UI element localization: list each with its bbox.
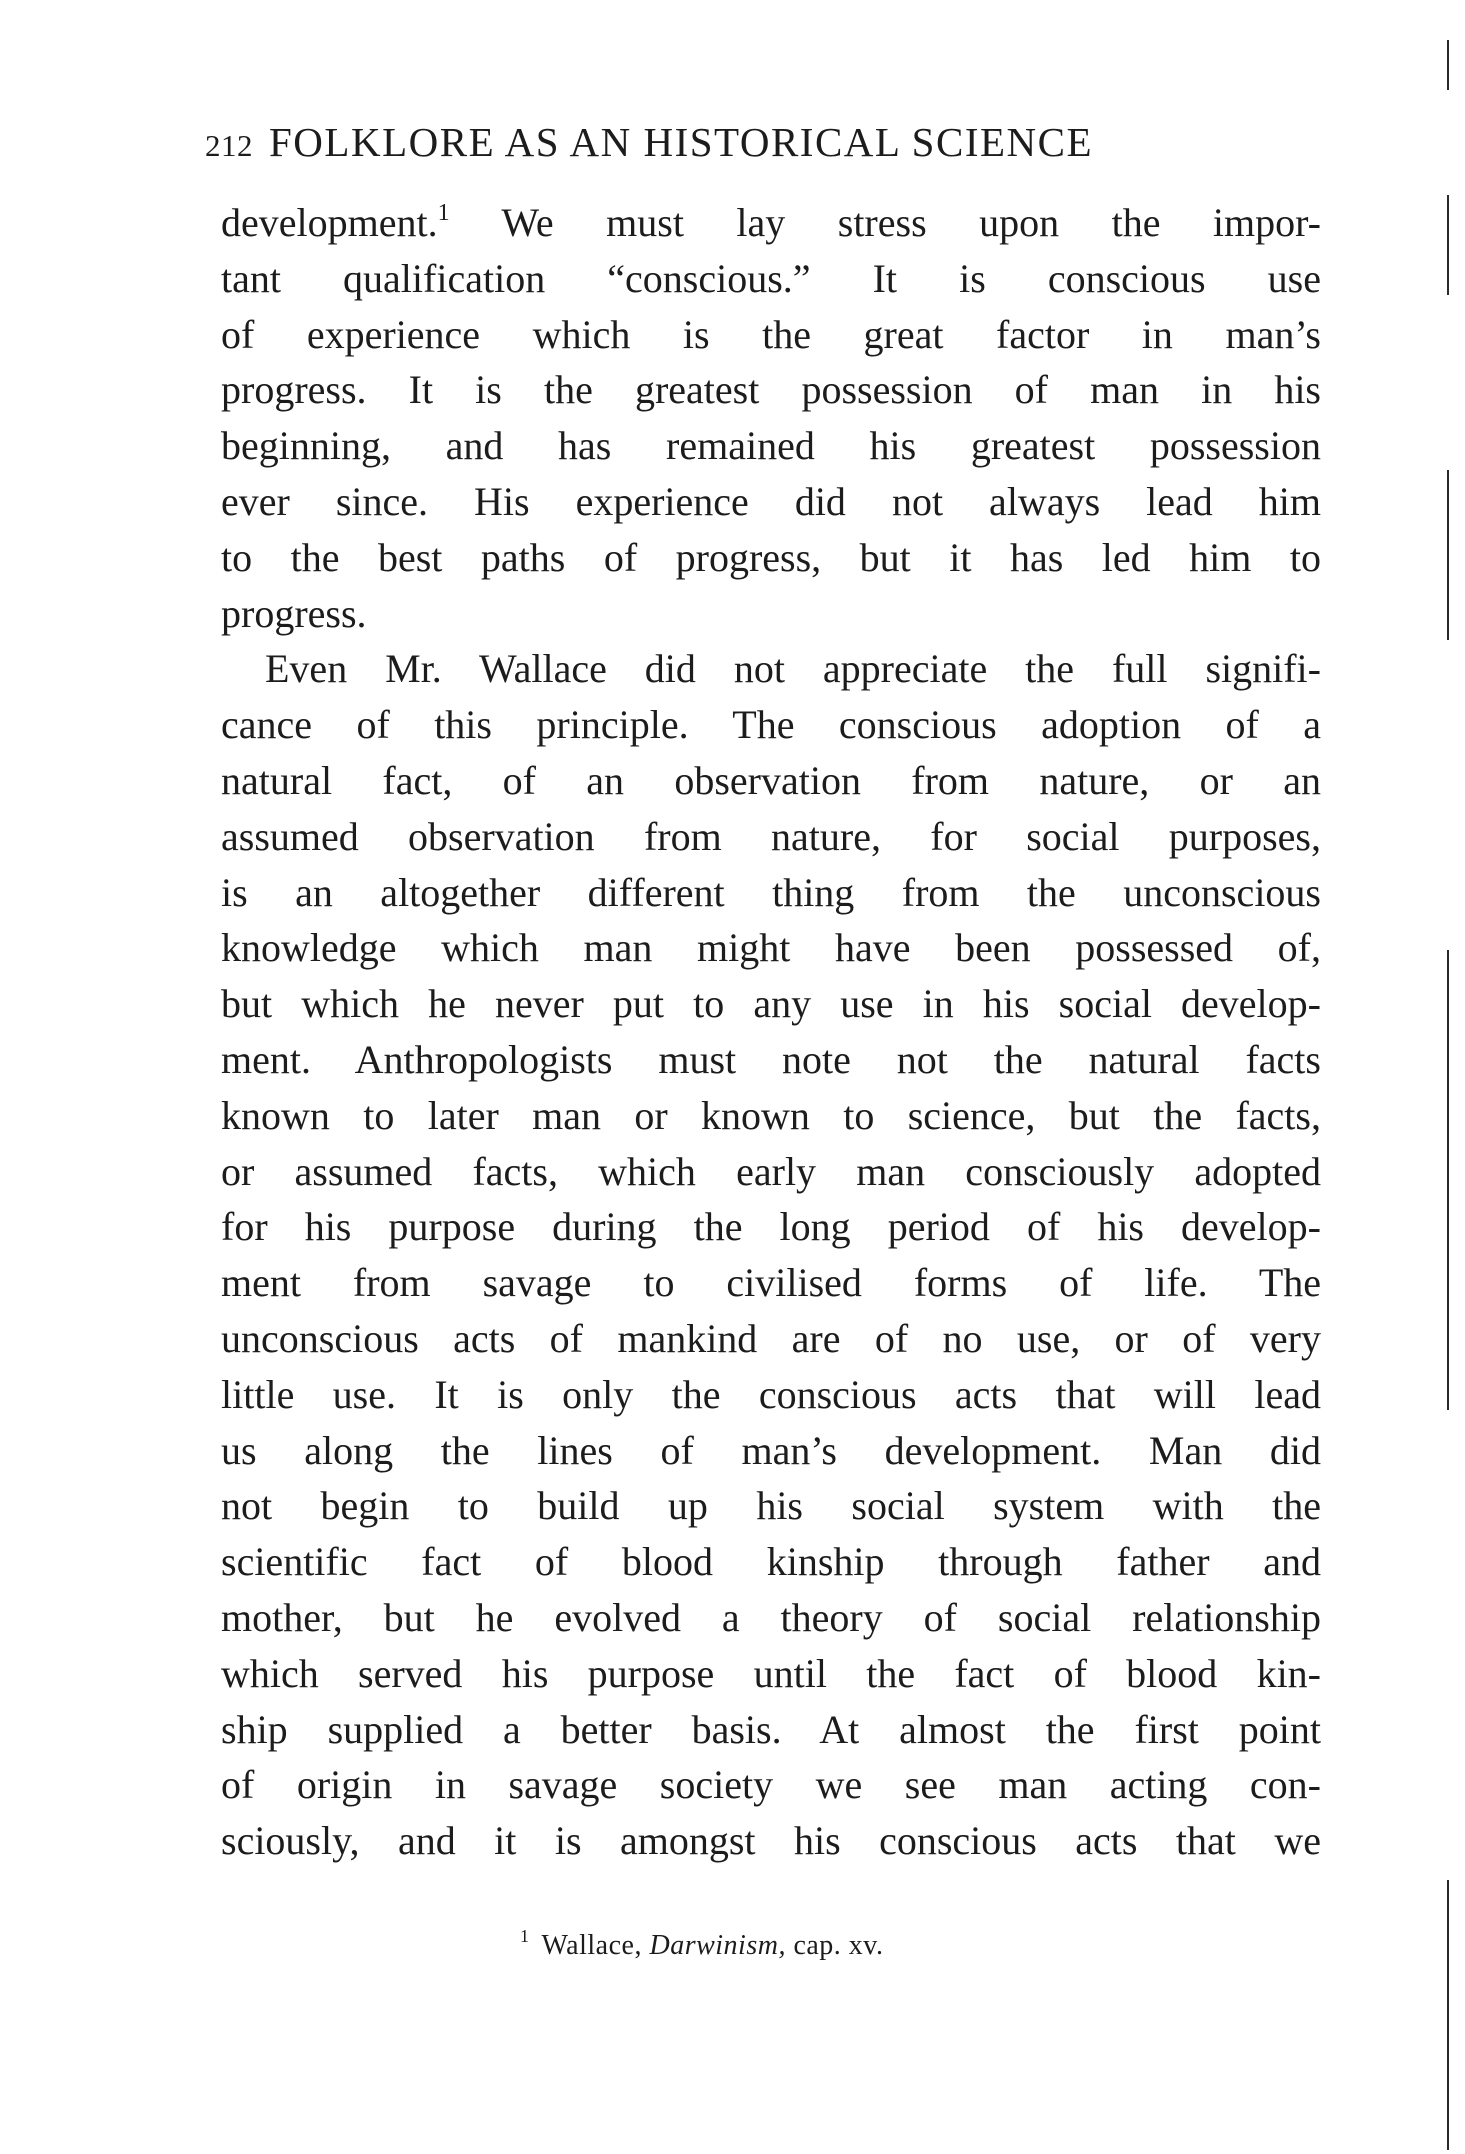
text-line: ship supplied a better basis. At almost the first point [221,1706,1321,1752]
text-line: is an altogether different thing from the unconscious [221,869,1321,915]
text-line: progress. [221,590,367,636]
text-line: progress. It is the greatest possession of man in his [221,367,1321,413]
scan-edge-line [1447,195,1449,295]
text-line: beginning, and has remained his greatest possession [221,423,1321,469]
text-line: which served his purpose until the fact of blood kin- [221,1650,1321,1696]
text-line: or assumed facts, which early man consciously adopted [221,1148,1321,1194]
text-line [221,195,1321,251]
text-line: of origin in savage society we see man acting con- [221,1762,1321,1808]
footnote [520,1926,1120,1962]
running-title: FOLKLORE AS AN HISTORICAL SCIENCE [269,119,1094,165]
text-line: ever since. His experience did not always lead him [221,478,1321,524]
text-line: mother, but he evolved a theory of social relationship [221,1594,1321,1640]
scan-edge-line [1447,470,1449,640]
text-line: cance of this principle. The conscious adoption of a [221,702,1321,748]
text-line: us along the lines of man’s development. Man did [221,1427,1321,1473]
footnote-locator: cap. xv. [793,1930,884,1961]
footnote-reference: 1 [437,200,450,226]
text-line: sciously, and it is amongst his conscious acts that we [221,1818,1321,1864]
text-line: but which he never put to any use in his social develop- [221,981,1321,1027]
text-line: of experience which is the great factor in man’s [221,311,1321,357]
text-line: little use. It is only the conscious acts that will lead [221,1371,1321,1417]
text-line: tant qualification “conscious.” It is conscious use [221,255,1321,301]
text-line: ment. Anthropologists must note not the natural facts [221,1036,1321,1082]
text-line: Even Mr. Wallace did not appreciate the full signifi- [265,646,1321,692]
text-line: ment from savage to civilised forms of life. The [221,1260,1321,1306]
text-line: assumed observation from nature, for social purposes, [221,813,1321,859]
scan-edge-line [1447,40,1449,90]
text-fragment: development. [221,200,438,245]
scan-edge-line [1447,1880,1449,2150]
scan-edge-line [1447,950,1449,1410]
text-line: unconscious acts of mankind are of no use, or of very [221,1315,1321,1361]
page-number: 212 [205,128,253,163]
text-line: scientific fact of blood kinship through father and [221,1539,1321,1585]
paragraph-2 [221,641,1321,1869]
text-line: for his purpose during the long period of his develop- [221,1204,1321,1250]
text-line: known to later man or known to science, but the facts, [221,1092,1321,1138]
text-line: to the best paths of progress, but it has led him to [221,534,1321,580]
text-line: natural fact, of an observation from nature, or an [221,757,1321,803]
text-fragment: We must lay stress upon the impor- [449,200,1321,245]
footnote-title: Darwinism, [649,1930,786,1961]
running-head [205,118,1325,166]
text-line: not begin to build up his social system with the [221,1483,1321,1529]
body-text [221,195,1321,1869]
text-line: knowledge which man might have been possessed of, [221,925,1321,971]
footnote-marker: 1 [520,1926,530,1946]
footnote-author: Wallace, [541,1930,642,1961]
paragraph-1 [221,195,1321,641]
